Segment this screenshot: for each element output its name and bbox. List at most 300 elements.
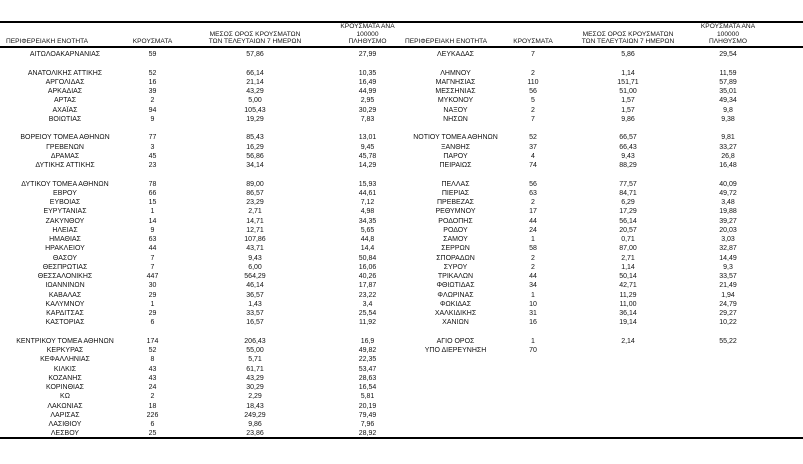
avg-7day-value: 66,43 [619,143,637,151]
avg-7day-value: 6,00 [248,263,262,271]
table-row [0,152,400,161]
table-row [403,207,803,216]
avg-7day-value: 77,57 [619,180,637,188]
table-row [0,392,400,401]
cases-value: 37 [529,143,537,151]
per-100000-value: 4,98 [360,208,375,216]
table-row [0,337,400,346]
per-100000-value: 23,22 [358,291,377,299]
table-row [0,254,400,263]
cases-value: 25 [148,430,157,438]
per-100000-value: 14,49 [719,254,737,262]
per-100000-value: 5,81 [360,393,375,401]
region-name: ΗΛΕΙΑΣ [52,226,78,234]
avg-7day-value: 33,57 [246,310,264,317]
cases-value: 56 [529,88,537,95]
per-100000-value: 34,35 [358,217,377,225]
region-name: ΚΟΖΑΝΗΣ [48,374,82,382]
per-100000-value: 30,29 [358,106,377,114]
cases-value: 63 [148,236,157,243]
per-100000-value: 22,35 [358,356,377,364]
table-row [0,143,400,152]
region-name: ΑΓΙΟ ΟΡΟΣ [436,337,475,345]
per-100000-value: 19,88 [719,208,737,216]
per-100000-value: 39,27 [719,217,737,225]
table-row [403,180,803,189]
cases-value: 2 [150,97,155,105]
table-row [0,402,400,411]
table-row [0,69,400,78]
group-gap [403,170,803,179]
per-100000-value: 29,54 [719,51,737,58]
region-name: ΝΟΤΙΟΥ ΤΟΜΕΑ ΑΘΗΝΩΝ [413,134,498,142]
cases-value: 77 [148,134,157,142]
table-row [0,291,400,300]
table-row [403,263,803,272]
per-100000-value: 20,19 [358,402,377,410]
per-100000-value: 1,94 [721,291,735,299]
table-row [403,272,803,281]
per-100000-value: 28,63 [358,374,377,382]
per-100000-value: 7,12 [360,199,375,206]
cases-value: 16 [148,78,157,86]
cases-value: 7 [150,254,155,262]
per-100000-value: 16,54 [358,384,377,391]
cases-value: 44 [529,217,537,225]
table-header [403,24,803,46]
avg-7day-value: 34,14 [246,162,264,169]
cases-value: 6 [150,421,155,428]
table-row [403,337,803,346]
avg-7day-value: 85,43 [246,134,264,142]
table-row [403,309,803,318]
region-name: ΑΝΑΤΟΛΙΚΗΣ ΑΤΤΙΚΗΣ [27,69,103,77]
table-row [403,78,803,87]
cases-value: 1 [150,300,155,308]
table-row [403,87,803,96]
column-header-region: ΠΕΡΙΦΕΡΕΙΑΚΗ ΕΝΟΤΗΤΑ [6,38,89,46]
cases-value: 174 [146,337,159,345]
cases-value: 1 [150,208,155,216]
cases-value: 43 [148,365,157,373]
region-name: ΜΥΚΟΝΟΥ [437,97,474,105]
region-name: ΣΥΡΟΥ [443,263,468,271]
per-100000-value: 9,3 [723,263,733,271]
cases-value: 3 [150,143,155,151]
table-row [0,207,400,216]
table-body-right [403,50,803,355]
avg-7day-value: 86,57 [246,189,264,197]
avg-7day-value: 5,86 [621,51,635,58]
avg-7day-value: 66,14 [246,69,264,77]
cases-value: 7 [531,51,535,58]
avg-7day-value: 87,00 [619,245,637,253]
avg-7day-value: 5,00 [248,97,262,105]
table-row [403,133,803,142]
per-100000-value: 44,8 [360,236,375,243]
table-row [0,87,400,96]
cases-value: 44 [148,245,157,253]
avg-7day-value: 88,29 [619,162,637,169]
avg-7day-value: 19,14 [619,319,637,327]
avg-7day-value: 16,29 [246,143,264,151]
column-header-7day-average: ΜΕΣΟΣ ΟΡΟΣ ΚΡΟΥΣΜΑΤΩΝ ΤΩΝ ΤΕΛΕΥΤΑΙΩΝ 7 ΗΜΕΡΩΝ [208,30,302,46]
column-header-region: ΠΕΡΙΦΕΡΕΙΑΚΗ ΕΝΟΤΗΤΑ [405,38,488,46]
region-name: ΠΙΕΡΙΑΣ [441,189,470,197]
table-row [0,420,400,429]
cases-value: 43 [148,374,157,382]
per-100000-value: 27,99 [358,51,377,58]
avg-7day-value: 2,29 [248,393,262,401]
cases-value: 1 [531,291,535,299]
region-name: ΦΘΙΩΤΙΔΑΣ [436,282,475,290]
region-name: ΜΕΣΣΗΝΙΑΣ [435,88,476,95]
per-100000-value: 9,81 [721,134,735,142]
per-100000-value: 50,84 [358,254,377,262]
cases-value: 17 [529,208,537,216]
table-row [403,106,803,115]
column-header-cases: ΚΡΟΥΣΜΑΤΑ [132,38,173,46]
table-row [0,96,400,105]
region-name: ΒΟΙΩΤΙΑΣ [48,115,82,123]
cases-value: 63 [529,189,537,197]
table-row [403,161,803,170]
table-row [403,226,803,235]
cases-value: 44 [529,273,537,280]
per-100000-value: 57,89 [719,78,737,86]
avg-7day-value: 9,86 [248,421,262,428]
cases-value: 30 [148,282,157,290]
avg-7day-value: 30,29 [246,384,264,391]
region-name: ΛΗΜΝΟΥ [440,69,471,77]
avg-7day-value: 12,71 [246,226,264,234]
regional-table-left [0,24,400,439]
table-row [0,346,400,355]
per-100000-value: 14,29 [358,162,377,169]
table-row [403,217,803,226]
region-name: ΜΑΓΝΗΣΙΑΣ [435,78,476,86]
region-name: ΠΡΕΒΕΖΑΣ [436,199,474,206]
per-100000-value: 40,26 [358,273,377,280]
region-name: ΔΥΤΙΚΗΣ ΑΤΤΙΚΗΣ [35,162,95,169]
table-row [403,291,803,300]
region-name: ΦΛΩΡΙΝΑΣ [437,291,474,299]
group-gap [403,328,803,337]
cases-value: 24 [148,384,157,391]
table-row [403,235,803,244]
cases-value: 23 [148,162,157,169]
per-100000-value: 5,65 [360,226,375,234]
avg-7day-value: 151,71 [617,78,639,86]
region-name: ΚΙΛΚΙΣ [53,365,77,373]
region-name: ΚΑΛΥΜΝΟΥ [45,300,85,308]
per-100000-value: 44,61 [358,189,377,197]
cases-value: 34 [529,282,537,290]
region-name: ΓΡΕΒΕΝΩΝ [46,143,84,151]
region-name: ΘΕΣΣΑΛΟΝΙΚΗΣ [37,273,93,280]
region-name: ΚΕΡΚΥΡΑΣ [46,347,84,354]
per-100000-value: 3,4 [362,300,373,308]
table-row [0,300,400,309]
region-name: ΣΠΟΡΑΔΩΝ [436,254,475,262]
region-name: ΔΡΑΜΑΣ [50,152,80,160]
table-row [403,143,803,152]
table-row [0,272,400,281]
cases-value: 8 [150,356,155,364]
cases-value: 6 [150,319,155,327]
avg-7day-value: 11,29 [619,291,637,299]
region-name: ΛΑΡΙΣΑΣ [50,411,80,419]
avg-7day-value: 61,71 [246,365,264,373]
avg-7day-value: 16,57 [246,319,264,327]
region-name: ΚΑΒΑΛΑΣ [48,291,82,299]
avg-7day-value: 66,57 [619,134,637,142]
avg-7day-value: 6,29 [621,199,635,206]
region-name: ΑΡΤΑΣ [53,97,77,105]
cases-value: 52 [148,69,157,77]
group-gap [0,124,400,133]
region-name: ΑΧΑΪΑΣ [52,106,78,114]
per-100000-value: 35,01 [719,88,737,95]
region-name: ΡΟΔΟΥ [443,226,468,234]
avg-7day-value: 1,14 [621,263,635,271]
region-name: ΛΕΥΚΑΔΑΣ [436,51,475,58]
region-name: ΛΑΣΙΘΙΟΥ [48,421,82,428]
cases-value: 74 [529,162,537,169]
avg-7day-value: 2,14 [621,337,635,345]
table-row [403,254,803,263]
avg-7day-value: 1,14 [621,69,635,77]
cases-value: 24 [529,226,537,234]
cases-value: 18 [148,402,157,410]
group-gap [0,59,400,68]
region-name: ΕΥΒΟΙΑΣ [49,199,81,206]
table-row [0,115,400,124]
cases-value: 94 [148,106,157,114]
column-header-7day-average: ΜΕΣΟΣ ΟΡΟΣ ΚΡΟΥΣΜΑΤΩΝ ΤΩΝ ΤΕΛΕΥΤΑΙΩΝ 7 ΗΜΕΡΩΝ [581,30,675,46]
group-gap [403,59,803,68]
region-name: ΗΡΑΚΛΕΙΟΥ [45,245,85,253]
region-name: ΞΑΝΘΗΣ [440,143,471,151]
avg-7day-value: 2,71 [621,254,635,262]
column-header-per-100000: ΚΡΟΥΣΜΑΤΑ ΑΝΑ 100000 ΠΛΗΘΥΣΜΟ [340,23,395,46]
region-name: ΡΕΘΥΜΝΟΥ [435,208,476,216]
avg-7day-value: 55,00 [246,347,264,354]
table-row [403,69,803,78]
table-row [0,281,400,290]
cases-value: 56 [529,180,537,188]
avg-7day-value: 2,71 [248,208,262,216]
table-row [0,365,400,374]
table-row [0,263,400,272]
region-name: ΡΟΔΟΠΗΣ [438,217,473,225]
avg-7day-value: 105,43 [244,106,266,114]
avg-7day-value: 1,57 [621,106,635,114]
table-row [403,300,803,309]
per-100000-value: 33,27 [719,143,737,151]
cases-value: 10 [529,300,537,308]
table-row [0,133,400,142]
column-header-cases: ΚΡΟΥΣΜΑΤΑ [513,38,553,46]
avg-7day-value: 46,14 [246,282,264,290]
region-name: ΒΟΡΕΙΟΥ ΤΟΜΕΑ ΑΘΗΝΩΝ [20,134,110,142]
region-name: ΔΥΤΙΚΟΥ ΤΟΜΕΑ ΑΘΗΝΩΝ [21,180,109,188]
table-row [403,96,803,105]
region-name: ΣΑΜΟΥ [443,236,468,243]
per-100000-value: 16,06 [358,263,377,271]
region-name: ΖΑΚΥΝΘΟΥ [45,217,85,225]
region-name: ΑΙΤΩΛΟΑΚΑΡΝΑΝΙΑΣ [29,51,101,58]
table-header [0,24,400,46]
avg-7day-value: 9,86 [621,115,635,123]
per-100000-value: 21,49 [719,282,737,290]
avg-7day-value: 9,43 [621,152,635,160]
per-100000-value: 9,38 [721,115,735,123]
region-name: ΛΕΣΒΟΥ [50,430,80,438]
cases-value: 52 [148,347,157,354]
region-name: ΕΥΡΥΤΑΝΙΑΣ [43,208,87,216]
per-100000-value: 44,99 [358,88,377,95]
per-100000-value: 14,4 [360,245,375,253]
group-gap [0,170,400,179]
per-100000-value: 28,92 [358,430,377,438]
per-100000-value: 55,22 [719,337,737,345]
region-name: ΚΟΡΙΝΘΙΑΣ [46,384,84,391]
per-100000-value: 49,72 [719,189,737,197]
cases-value: 2 [531,263,535,271]
regional-table-right [403,24,803,355]
group-gap [403,124,803,133]
region-name: ΠΑΡΟΥ [443,152,468,160]
table-row [403,152,803,161]
per-100000-value: 13,01 [358,134,377,142]
per-100000-value: 53,47 [358,365,377,373]
region-name: ΠΕΛΛΑΣ [441,180,470,188]
avg-7day-value: 1,57 [621,97,635,105]
cases-value: 2 [531,254,535,262]
avg-7day-value: 9,43 [248,254,262,262]
cases-value: 447 [146,273,159,280]
region-name: ΤΡΙΚΑΛΩΝ [437,273,474,280]
cases-value: 110 [527,78,539,86]
cases-value: 7 [531,115,535,123]
avg-7day-value: 36,14 [619,310,637,317]
cases-value: 2 [150,393,155,401]
cases-value: 58 [529,245,537,253]
table-row [0,309,400,318]
avg-7day-value: 11,00 [619,300,637,308]
per-100000-value: 15,93 [358,180,377,188]
table-row [0,318,400,327]
avg-7day-value: 21,14 [246,78,264,86]
per-100000-value: 2,95 [360,97,375,105]
avg-7day-value: 56,14 [619,217,637,225]
table-row [0,429,400,438]
region-name: ΚΑΣΤΟΡΙΑΣ [45,319,85,327]
per-100000-value: 3,03 [721,236,735,243]
top-rule [0,21,803,23]
column-header-per-100000: ΚΡΟΥΣΜΑΤΑ ΑΝΑ 100000 ΠΛΗΘΥΣΜΟ [700,23,756,46]
cases-value: 78 [148,180,157,188]
table-row [0,411,400,420]
cases-value: 4 [531,152,535,160]
avg-7day-value: 50,14 [619,273,637,280]
table-row [403,318,803,327]
region-name: ΚΩ [60,393,70,401]
avg-7day-value: 249,29 [244,411,266,419]
table-row [0,198,400,207]
avg-7day-value: 42,71 [619,282,637,290]
region-name: ΣΕΡΡΩΝ [441,245,470,253]
region-name: ΚΕΝΤΡΙΚΟΥ ΤΟΜΕΑ ΑΘΗΝΩΝ [16,337,114,345]
table-row [0,78,400,87]
per-100000-value: 10,22 [719,319,737,327]
avg-7day-value: 57,86 [246,51,264,58]
avg-7day-value: 5,71 [248,356,262,364]
per-100000-value: 3,48 [721,199,735,206]
table-row [0,374,400,383]
cases-value: 39 [148,88,157,95]
per-100000-value [698,346,758,355]
avg-7day-value: 51,00 [619,88,637,95]
table-row [0,106,400,115]
per-100000-value: 33,57 [719,273,737,280]
table-row [403,115,803,124]
avg-7day-value: 84,71 [619,189,637,197]
table-row [0,235,400,244]
region-name: ΧΑΛΚΙΔΙΚΗΣ [434,310,477,317]
table-row [403,281,803,290]
avg-7day-value: 0,71 [621,236,635,243]
avg-7day-value: 564,29 [244,273,266,280]
table-row [0,244,400,253]
cases-value: 14 [148,217,157,225]
per-100000-value: 7,96 [360,421,375,428]
table-row [0,355,400,364]
region-name: ΑΡΓΟΛΙΔΑΣ [45,78,85,86]
table-row [403,244,803,253]
cases-value: 66 [148,189,157,197]
table-row [403,189,803,198]
avg-7day-value: 36,57 [246,291,264,299]
avg-7day-value [558,346,698,355]
per-100000-value: 9,45 [360,143,375,151]
per-100000-value: 16,9 [360,337,375,345]
cases-value: 29 [148,310,157,317]
cases-value: 16 [529,319,537,327]
per-100000-value: 20,03 [719,226,737,234]
cases-value: 1 [531,236,535,243]
table-body-left [0,50,400,439]
avg-7day-value: 1,43 [248,300,262,308]
cases-value: 70 [529,347,537,354]
table-row [403,50,803,59]
cases-value: 9 [150,115,155,123]
per-100000-value: 45,78 [358,152,377,160]
avg-7day-value: 14,71 [246,217,264,225]
cases-value: 29 [148,291,157,299]
table-row [403,198,803,207]
region-name: ΗΜΑΘΙΑΣ [49,236,81,243]
per-100000-value: 29,27 [719,310,737,317]
cases-value: 59 [148,51,157,58]
region-name: ΙΩΑΝΝΙΝΩΝ [45,282,85,290]
avg-7day-value: 107,86 [244,236,266,243]
region-name: ΝΗΣΩΝ [443,115,468,123]
region-name: ΕΒΡΟΥ [53,189,77,197]
per-100000-value: 49,34 [719,97,737,105]
cases-value: 7 [150,263,155,271]
